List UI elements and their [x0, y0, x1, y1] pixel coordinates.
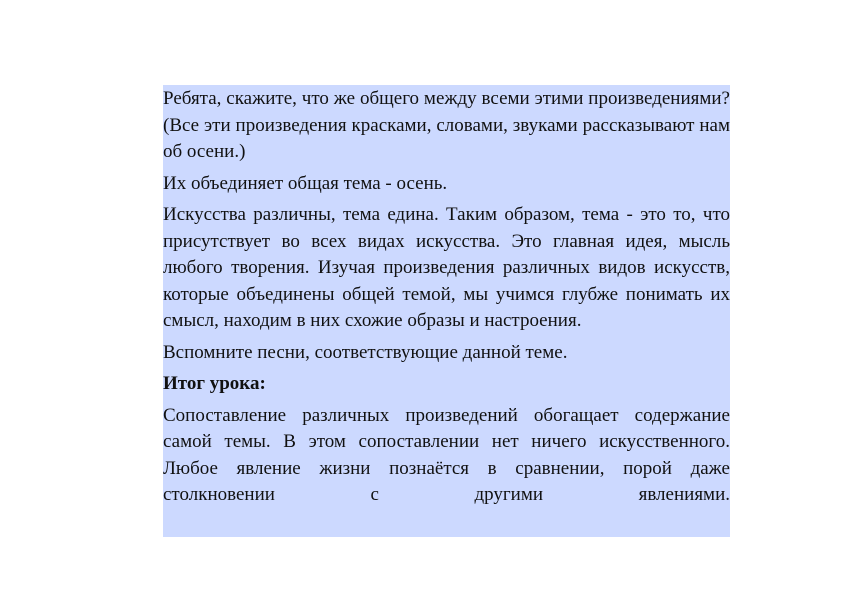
paragraph-songs-prompt: Вспомните песни, соответствующие данной теме.	[163, 341, 568, 363]
paragraph-answer: Их объединяет общая тема - осень.	[163, 172, 448, 194]
paragraph-summary: Сопоставление различных произведений обогащает содержание самой темы. В этом сопоставлении нет ничего искусственного. Любое явление жизни познаётся в сравнении, порой даже столкновении с другими явлениями.	[163, 404, 730, 505]
lesson-summary-heading: Итог урока:	[163, 373, 266, 394]
paragraph-question: Ребята, скажите, что же общего между всеми этими произведениями? (Все эти произведения красками, словами, звуками рассказывают нам об осени.)	[163, 88, 730, 162]
highlighted-text-block	[163, 85, 730, 537]
paragraph-theme-explanation: Искусства различны, тема едина. Таким образом, тема - это то, что присутствует во всех видах искусства. Это главная идея, мысль любого творения. Изучая произведения различных видов искусств, которые объединены общей темой, мы учимся глубже понимать их смысл, находим в них схожие образы и настроения.	[163, 204, 730, 331]
